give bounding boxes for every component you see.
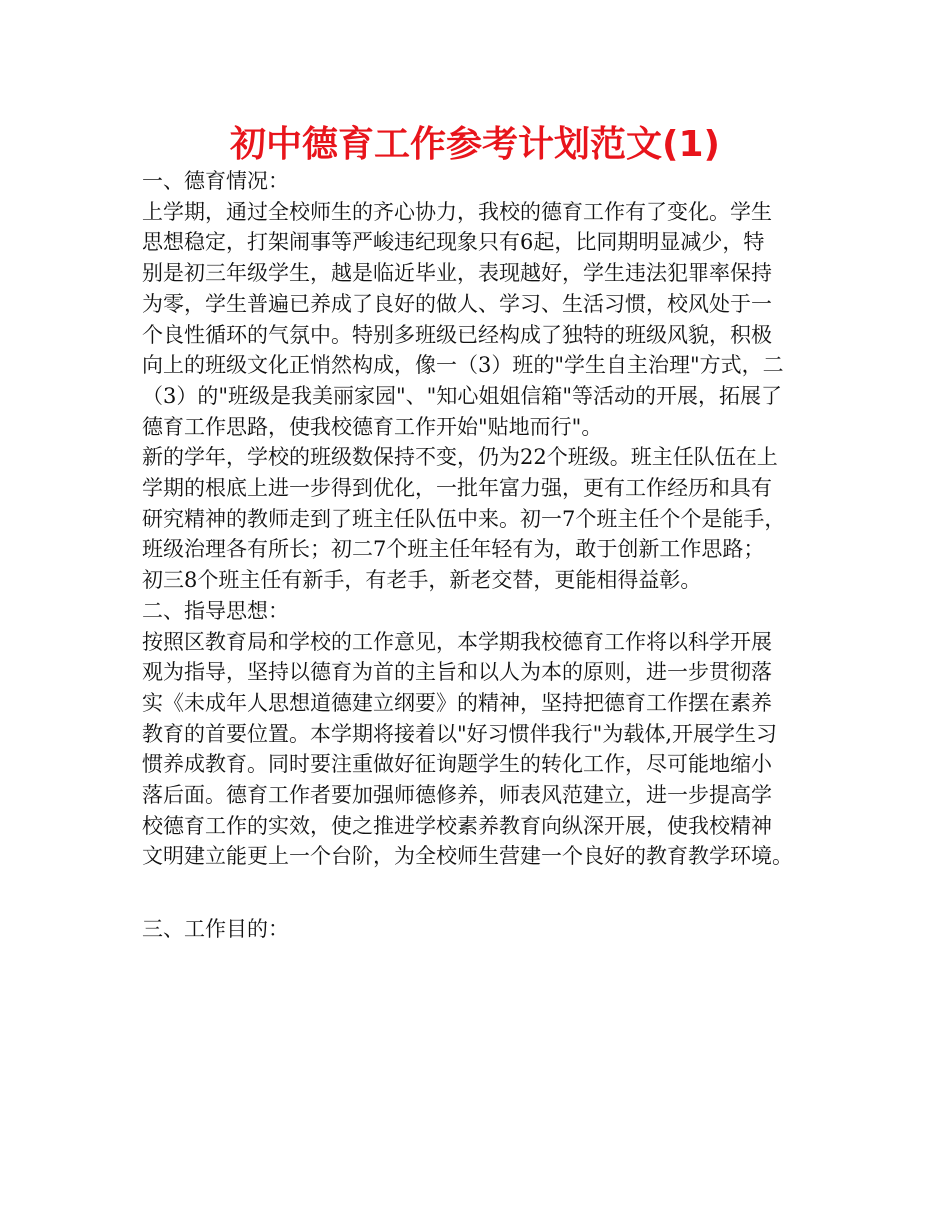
text-line: 文明建立能更上一个台阶，为全校师生营建一个良好的教育教学环境。 bbox=[142, 844, 793, 869]
section-heading-2 bbox=[142, 596, 842, 627]
text-line: 向上的班级文化正悄然构成，像一（3）班的"学生自主治理"方式，二 bbox=[142, 353, 784, 378]
text-line: 实《未成年人思想道德建立纲要》的精神，坚持把德育工作摆在素养 bbox=[142, 690, 772, 715]
text-line: （3）的"班级是我美丽家园"、"知心姐姐信箱"等活动的开展，拓展了 bbox=[142, 383, 782, 408]
text-line: 个良性循环的气氛中。特别多班级已经构成了独特的班级风貌，积极 bbox=[142, 322, 772, 347]
text-line: 落后面。德育工作者要加强师德修养，师表风范建立，进一步提高学 bbox=[142, 783, 772, 808]
paragraph-3 bbox=[142, 627, 842, 873]
text-line: 思想稳定，打架闹事等严峻违纪现象只有6起，比同期明显减少，特 bbox=[142, 230, 765, 255]
text-line: 德育工作思路，使我校德育工作开始"贴地而行"。 bbox=[142, 414, 603, 439]
text-line: 按照区教育局和学校的工作意见，本学期我校德育工作将以科学开展 bbox=[142, 629, 772, 654]
text-line: 新的学年，学校的班级数保持不变，仍为22个班级。班主任队伍在上 bbox=[142, 445, 778, 470]
paragraph-spacer bbox=[142, 872, 842, 914]
text-line: 教育的首要位置。本学期将接着以"好习惯伴我行"为载体,开展学生习 bbox=[142, 721, 777, 746]
text-line: 观为指导，坚持以德育为首的主旨和以人为本的原则，进一步贯彻落 bbox=[142, 660, 772, 685]
text-line: 初三8个班主任有新手，有老手，新老交替，更能相得益彰。 bbox=[142, 568, 702, 593]
paragraph-1 bbox=[142, 197, 842, 443]
text-line: 学期的根底上进一步得到优化，一批年富力强，更有工作经历和具有 bbox=[142, 476, 772, 501]
text-line: 班级治理各有所长；初二7个班主任年轻有为，敢于创新工作思路； bbox=[142, 537, 765, 562]
text-line: 惯养成教育。同时要注重做好征询题学生的转化工作，尽可能地缩小 bbox=[142, 752, 772, 777]
text-line: 为零，学生普遍已养成了良好的做人、学习、生活习惯，校风处于一 bbox=[142, 291, 772, 316]
text-line: 二、指导思想： bbox=[142, 598, 289, 623]
section-heading-3 bbox=[142, 914, 842, 945]
text-line: 校德育工作的实效，使之推进学校素养教育向纵深开展，使我校精神 bbox=[142, 813, 772, 838]
text-line: 别是初三年级学生，越是临近毕业，表现越好，学生违法犯罪率保持 bbox=[142, 261, 772, 286]
document-title: 初中德育工作参考计划范文(1) bbox=[230, 124, 720, 165]
text-line: 三、工作目的： bbox=[142, 917, 289, 942]
text-line: 一、德育情况： bbox=[142, 169, 289, 193]
document-body bbox=[142, 166, 842, 945]
paragraph-2 bbox=[142, 442, 842, 596]
text-line: 研究精神的教师走到了班主任队伍中来。初一7个班主任个个是能手， bbox=[142, 506, 786, 531]
section-heading-1 bbox=[142, 166, 842, 197]
text-line: 上学期，通过全校师生的齐心协力，我校的德育工作有了变化。学生 bbox=[142, 199, 772, 224]
